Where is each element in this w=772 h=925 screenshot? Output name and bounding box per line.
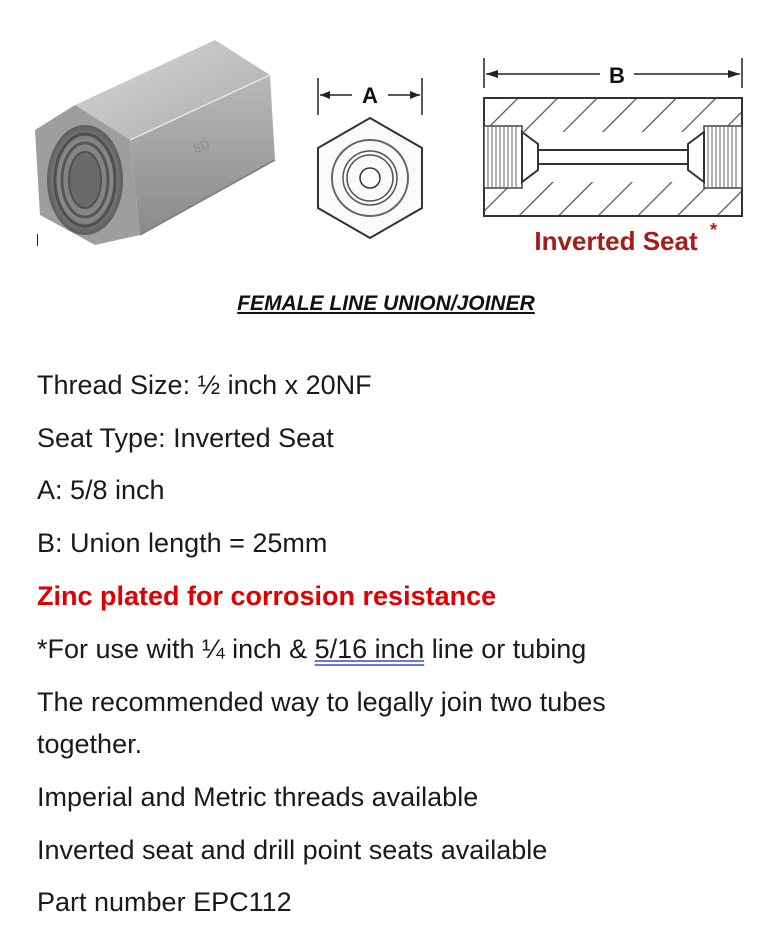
usage-prefix: *For use with ¼ inch &	[37, 634, 315, 664]
product-photo	[30, 35, 280, 250]
spec-plating: Zinc plated for corrosion resistance	[37, 581, 497, 611]
label-a: A	[362, 83, 378, 108]
spec-threads: Imperial and Metric threads available	[37, 782, 479, 812]
spec-thread-size: Thread Size: ½ inch x 20NF	[37, 370, 372, 400]
spec-seats: Inverted seat and drill point seats available	[37, 835, 548, 865]
spec-dimension-a: A: 5/8 inch	[37, 475, 165, 505]
recommend-line-2: together.	[37, 729, 143, 759]
text-cursor	[37, 234, 38, 246]
usage-size-link[interactable]: 5/16 inch	[314, 634, 425, 664]
inverted-seat-caption: Inverted Seat	[534, 226, 698, 256]
part-number: Part number EPC112	[37, 887, 292, 917]
svg-text:8D: 8D	[191, 136, 212, 156]
recommend-line-1: The recommended way to legally join two tubes	[37, 687, 606, 717]
dimension-b-diagram	[478, 58, 760, 263]
label-b: B	[609, 63, 625, 88]
spec-dimension-b: B: Union length = 25mm	[37, 528, 328, 558]
spec-usage	[37, 631, 737, 667]
usage-suffix: line or tubing	[424, 634, 587, 664]
dimension-a-diagram	[300, 70, 430, 250]
spec-seat-type: Seat Type: Inverted Seat	[37, 423, 334, 453]
inverted-seat-asterisk: *	[710, 220, 718, 240]
page-title: FEMALE LINE UNION/JOINER	[237, 292, 535, 315]
